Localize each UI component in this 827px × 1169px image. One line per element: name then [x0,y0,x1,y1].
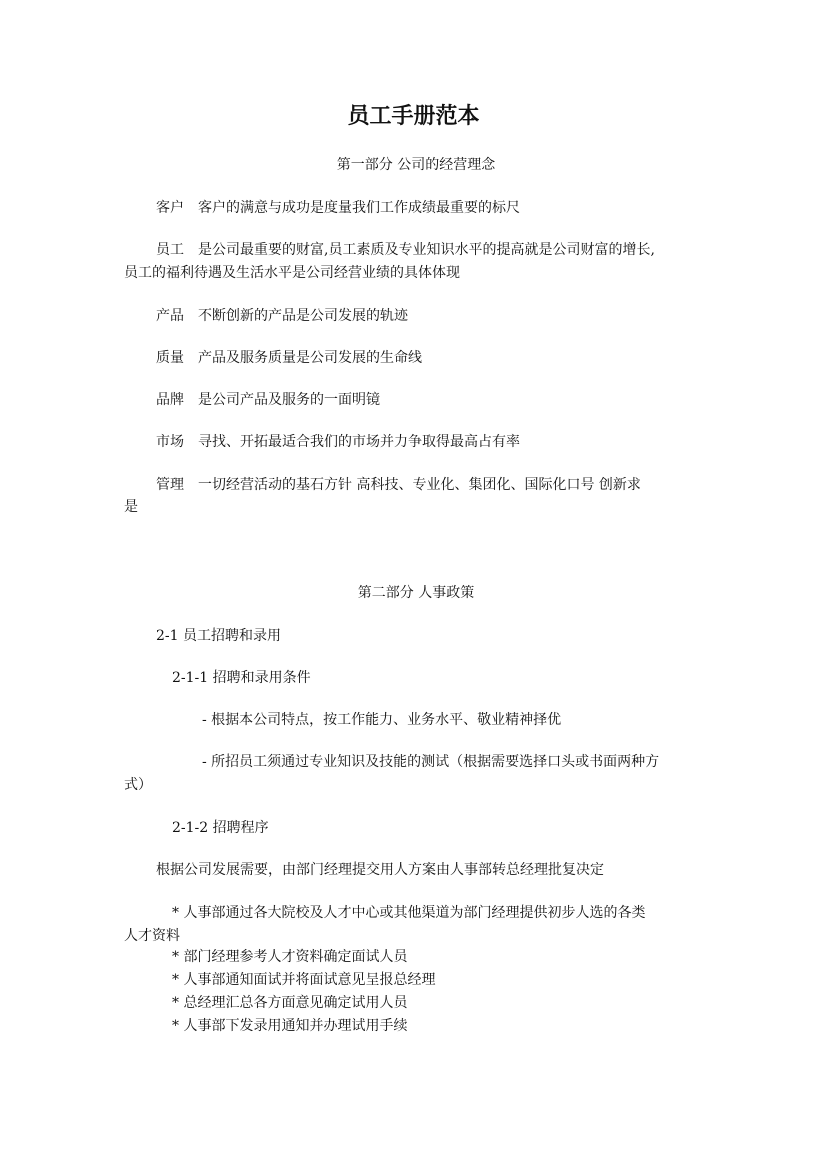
procedure-bullet-1: * 人事部通过各大院校及人才中心或其他渠道为部门经理提供初步人选的各类 [172,905,646,921]
procedure-bullet-1-cont: 人才资料 [124,928,180,944]
principle-term: 客户 [156,200,184,216]
principle-text: 是公司最重要的财富,员工素质及专业知识水平的提高就是公司财富的增长, [198,242,655,258]
procedure-bullet-5: * 人事部下发录用通知并办理试用手续 [172,1018,408,1034]
principle-management [124,475,740,496]
principle-text: 客户的满意与成功是度量我们工作成绩最重要的标尺 [198,200,520,216]
principle-text: 不断创新的产品是公司发展的轨迹 [198,308,408,324]
principle-customer [124,198,740,219]
principle-management-cont: 是 [124,499,138,515]
principle-term: 质量 [156,350,184,366]
principle-brand [124,390,740,411]
procedure-bullet-2: * 部门经理参考人才资料确定面试人员 [172,949,408,965]
section-2-1: 2-1 员工招聘和录用 [156,628,281,644]
condition-2-cont: 式） [124,777,152,793]
procedure-bullet-3: * 人事部通知面试并将面试意见呈报总经理 [172,972,436,988]
principle-text: 一切经营活动的基石方针 高科技、专业化、集团化、国际化口号 创新求 [198,477,641,493]
part2-heading: 第二部分 人事政策 [357,585,475,601]
subsection-2-1-2: 2-1-2 招聘程序 [172,820,269,836]
principle-employee [124,240,740,261]
principle-quality [124,348,740,369]
principle-term: 市场 [156,434,184,450]
part1-heading: 第一部分 公司的经营理念 [336,157,496,173]
principle-term: 员工 [156,242,184,258]
condition-1: - 根据本公司特点，按工作能力、业务水平、敬业精神择优 [202,712,562,728]
procedure-bullet-4: * 总经理汇总各方面意见确定试用人员 [172,995,408,1011]
principle-text: 产品及服务质量是公司发展的生命线 [198,350,422,366]
procedure-paragraph: 根据公司发展需要，由部门经理提交用人方案由人事部转总经理批复决定 [156,862,604,878]
principle-text: 是公司产品及服务的一面明镜 [198,392,380,408]
principle-term: 品牌 [156,392,184,408]
condition-2: - 所招员工须通过专业知识及技能的测试（根据需要选择口头或书面两种方 [202,754,660,770]
subsection-2-1-1: 2-1-1 招聘和录用条件 [172,670,311,686]
principle-product [124,306,740,327]
principle-text: 寻找、开拓最适合我们的市场并力争取得最高占有率 [198,434,520,450]
principle-employee-cont: 员工的福利待遇及生活水平是公司经营业绩的具体体现 [124,265,460,281]
document-title: 员工手册范本 [347,104,480,129]
principle-term: 管理 [156,477,184,493]
principle-market [124,432,740,453]
principle-term: 产品 [156,308,184,324]
